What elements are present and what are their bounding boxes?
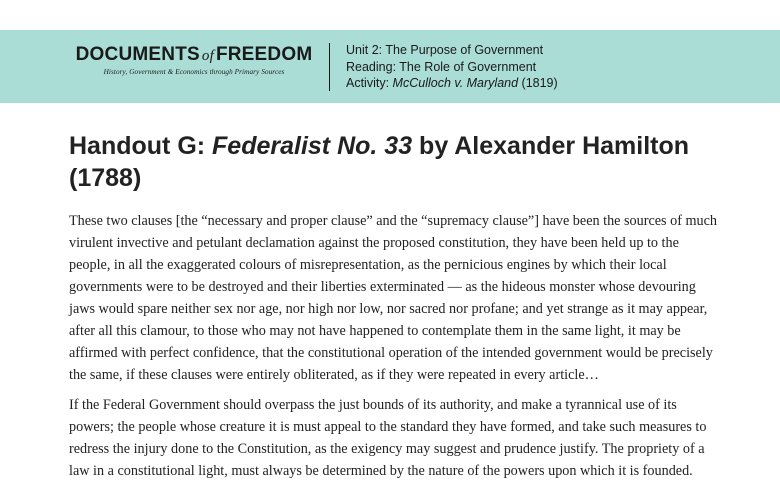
brand-end: FREEDOM [215,44,313,65]
main-content [69,130,717,482]
top-margin [0,0,780,30]
header-divider [329,43,330,91]
title-prefix: Handout G: [69,132,213,160]
brand-main: DOCUMENTS [75,44,200,65]
title-italic: Federalist No. 33 [212,132,413,160]
activity-year: (1819) [518,76,558,90]
activity-label [346,75,558,92]
brand-logo [74,44,314,76]
header-meta [346,42,558,92]
reading-label: Reading: The Role of Government [346,59,537,74]
activity-prefix: Activity: [346,76,393,90]
brand-title [74,44,314,67]
activity-case: McCulloch v. Maryland [392,76,519,90]
paragraph: If the Federal Government should overpass the just bounds of its authority, and make a tyrannical use of its powers; the people whose creature it is must appeal to the standard they have formed, and take such measures to redress the injury done to the Constitution, as the exigency may suggest and prudence justify. The propriety of a law in a constitutional light, must always be determined by the nature of the powers upon which it is founded. [69,397,707,479]
page-header [0,30,780,103]
page-title [69,130,717,194]
brand-of: of [201,48,214,64]
unit-label: Unit 2: The Purpose of Government [346,43,544,57]
brand-subtitle: History, Government & Economics through Primary Sources [103,68,285,76]
title-suffix: by Alexander Hamilton (1788) [69,132,690,192]
paragraph: These two clauses [the “necessary and proper clause” and the “supremacy clause”] have been the sources of much virulent invective and petulant declamation against the proposed constitution, they have been held up to the people, in all the exaggerated colours of misrepresentation, as the pernicious engines by which their local governments were to be destroyed and their liberties exterminated — as the hideous monster whose devouring jaws would spare neither sex nor age, nor high nor low, nor sacred nor profane; and yet strange as it may appear, after all this clamour, to those who may not have happened to contemplate them in the same light, it may be affirmed with perfect confidence, that the constitutional operation of the intended government would be precisely the same, if these clauses were entirely obliterated, as if they were repeated in every article… [69,213,717,383]
